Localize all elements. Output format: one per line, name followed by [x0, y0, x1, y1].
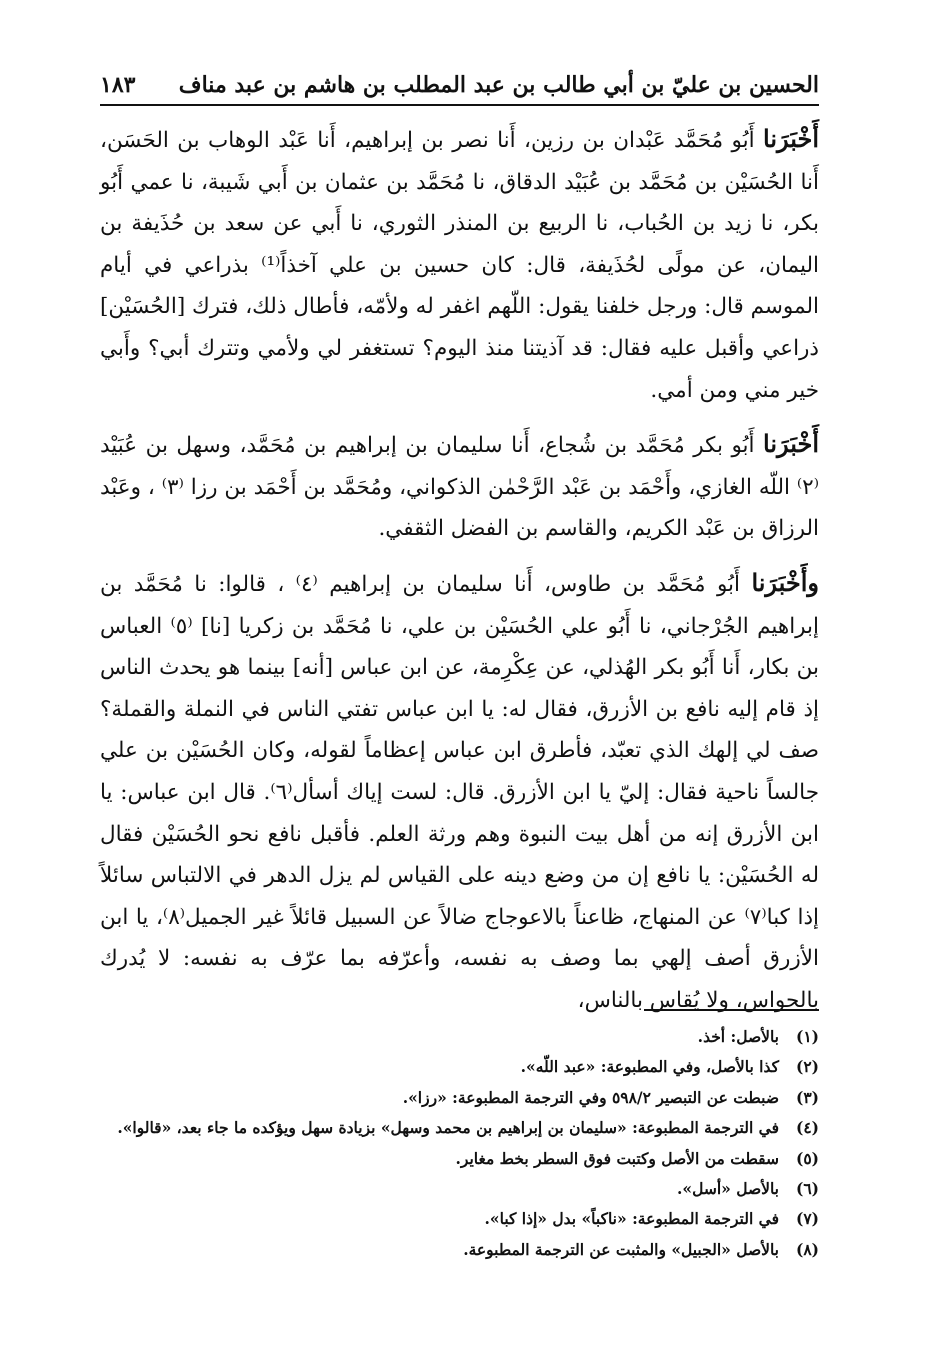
footnote: [100, 1113, 819, 1143]
footnote: [100, 1144, 819, 1174]
paragraph-lead: أَخْبَرَنا: [763, 124, 819, 153]
paragraph: [100, 562, 819, 1022]
footnote-number: (٣): [795, 1087, 819, 1107]
paragraph-text: أَبُو مُحَمَّد بن طاوس، أَنا سليمان بن إبراهيم ⁽٤⁾ ، قالوا: نا مُحَمَّد بن إبراهيم الجُرْجاني، نا أَبُو علي الحُسَيْن بن علي، نا مُحَمَّد بن زكريا [نا] ⁽٥⁾ العباس بن بكار، أَنا أَبُو بكر الهُذلي، عن عِكْرِمة، عن ابن عباس [أنه] بينما هو يحدث الناس إذ قام إليه نافع بن الأزرق، فقال له: يا ابن عباس تفتي الناس في النملة والقملة؟ صف لي إلهك الذي تعبّد، فأطرق ابن عباس إعظاماً لقوله، وكان الحُسَيْن بن علي جالساً ناحية فقال: إليّ يا ابن الأزرق. قال: لست إياك أسأل⁽٦⁾. قال ابن عباس: يا ابن الأزرق إنه من أهل بيت النبوة وهم ورثة العلم. فأقبل نافع نحو الحُسَيْن فقال له الحُسَيْن: يا نافع إن من وضع دينه على القياس لم يزل الدهر في الالتباس سائلاً إذا كبا⁽٧⁾ عن المنهاج، ظاعناً بالاعوجاج ضالاً عن السبيل قائلاً غير الجميل⁽٨⁾، يا ابن الأزرق أصف إلهي بما وصف به نفسه، وأعرّفه بما عرّف به نفسه: لا يُدرك بالحواس، ولا يُقاس بالناس،: [100, 571, 819, 1013]
footnotes: [100, 1022, 819, 1265]
footnote: [100, 1174, 819, 1204]
running-title: الحسين بن عليّ بن أبي طالب بن عبد المطلب بن هاشم بن عبد مناف: [178, 72, 819, 98]
footnote: [100, 1204, 819, 1234]
header-rule: [100, 104, 819, 106]
footnote-number: (٧): [795, 1209, 819, 1229]
footnote-number: (٥): [795, 1148, 819, 1168]
footnote-text: سقطت من الأصل وكتبت فوق السطر بخط مغاير.: [455, 1148, 779, 1168]
paragraph-text: أَبُو بكر مُحَمَّد بن شُجاع، أَنا سليمان بن إبراهيم بن مُحَمَّد، وسهل بن عُبَيْد ⁽٢⁾ اللّه الغازي، وأَحْمَد بن عَبْد الرَّحْمٰن الذكواني، ومُحَمَّد بن أَحْمَد بن رزا ⁽٣⁾ ، وعَبْد الرزاق بن عَبْد الكريم، والقاسم بن الفضل الثقفي.: [100, 433, 820, 542]
footnote-number: (٤): [795, 1118, 819, 1138]
footnote: [100, 1052, 819, 1082]
paragraph: [100, 118, 819, 411]
running-header: [100, 58, 819, 98]
footnote-text: ضبطت عن التبصير ٥٩٨/٢ وفي الترجمة المطبوعة: «رزا».: [402, 1087, 779, 1107]
paragraph-text: أَبُو مُحَمَّد عَبْدان بن رزين، أَنا نصر بن إبراهيم، أَنا عَبْد الوهاب بن الحَسَن، أَنا الحُسَيْن بن مُحَمَّد بن عُبَيْد الدقاق، نا مُحَمَّد بن عثمان بن أَبي شَيبة، نا عمي أَبُو بكر، نا زيد بن الحُباب، نا الربيع بن المنذر الثوري، نا أَبي عن سعد بن حُذَيفة بن اليمان، عن مولًى لحُذَيفة، قال: كان حسين بن علي آخذاً⁽¹⁾ بذراعي في أيام الموسم قال: ورجل خلفنا يقول: اللّهم اغفر له ولأمّه، فأطال ذلك، فترك [الحُسَيْن] ذراعي وأقبل عليه فقال: قد آذيتنا منذ اليوم؟ تستغفر لي ولأمي وتترك أبي؟ وأَبي خير مني ومن أمي.: [100, 128, 819, 403]
footnote-text: بالأصل «الجبيل» والمثبت عن الترجمة المطبوعة.: [463, 1239, 779, 1259]
paragraph-lead: وأَخْبَرَنا: [751, 567, 820, 597]
page-number: ١٨٣: [100, 72, 136, 98]
footnote-number: (٨): [795, 1239, 819, 1259]
main-text: [100, 118, 819, 1033]
footnote-text: بالأصل: أخذ.: [697, 1027, 779, 1046]
footnote-number: (١): [795, 1027, 819, 1046]
footnote-text: كذا بالأصل، وفي المطبوعة: «عبد اللّه».: [520, 1057, 779, 1077]
footnote-rule: [644, 1009, 819, 1011]
footnote-text: في الترجمة المطبوعة: «ناكباً» بدل «إذا كبا».: [484, 1209, 779, 1229]
footnote-text: بالأصل «أسل».: [677, 1179, 779, 1199]
footnote: [100, 1235, 819, 1265]
paragraph-lead: أَخْبَرَنا: [763, 429, 819, 459]
footnote: [100, 1083, 819, 1113]
footnote-number: (٦): [795, 1179, 819, 1199]
footnote: [100, 1022, 819, 1052]
footnote-number: (٢): [795, 1057, 819, 1077]
footnote-text: في الترجمة المطبوعة: «سليمان بن إبراهيم بن محمد وسهل» بزيادة سهل ويؤكده ما جاء بعد، «قالوا».: [117, 1118, 779, 1138]
paragraph: [100, 423, 819, 550]
